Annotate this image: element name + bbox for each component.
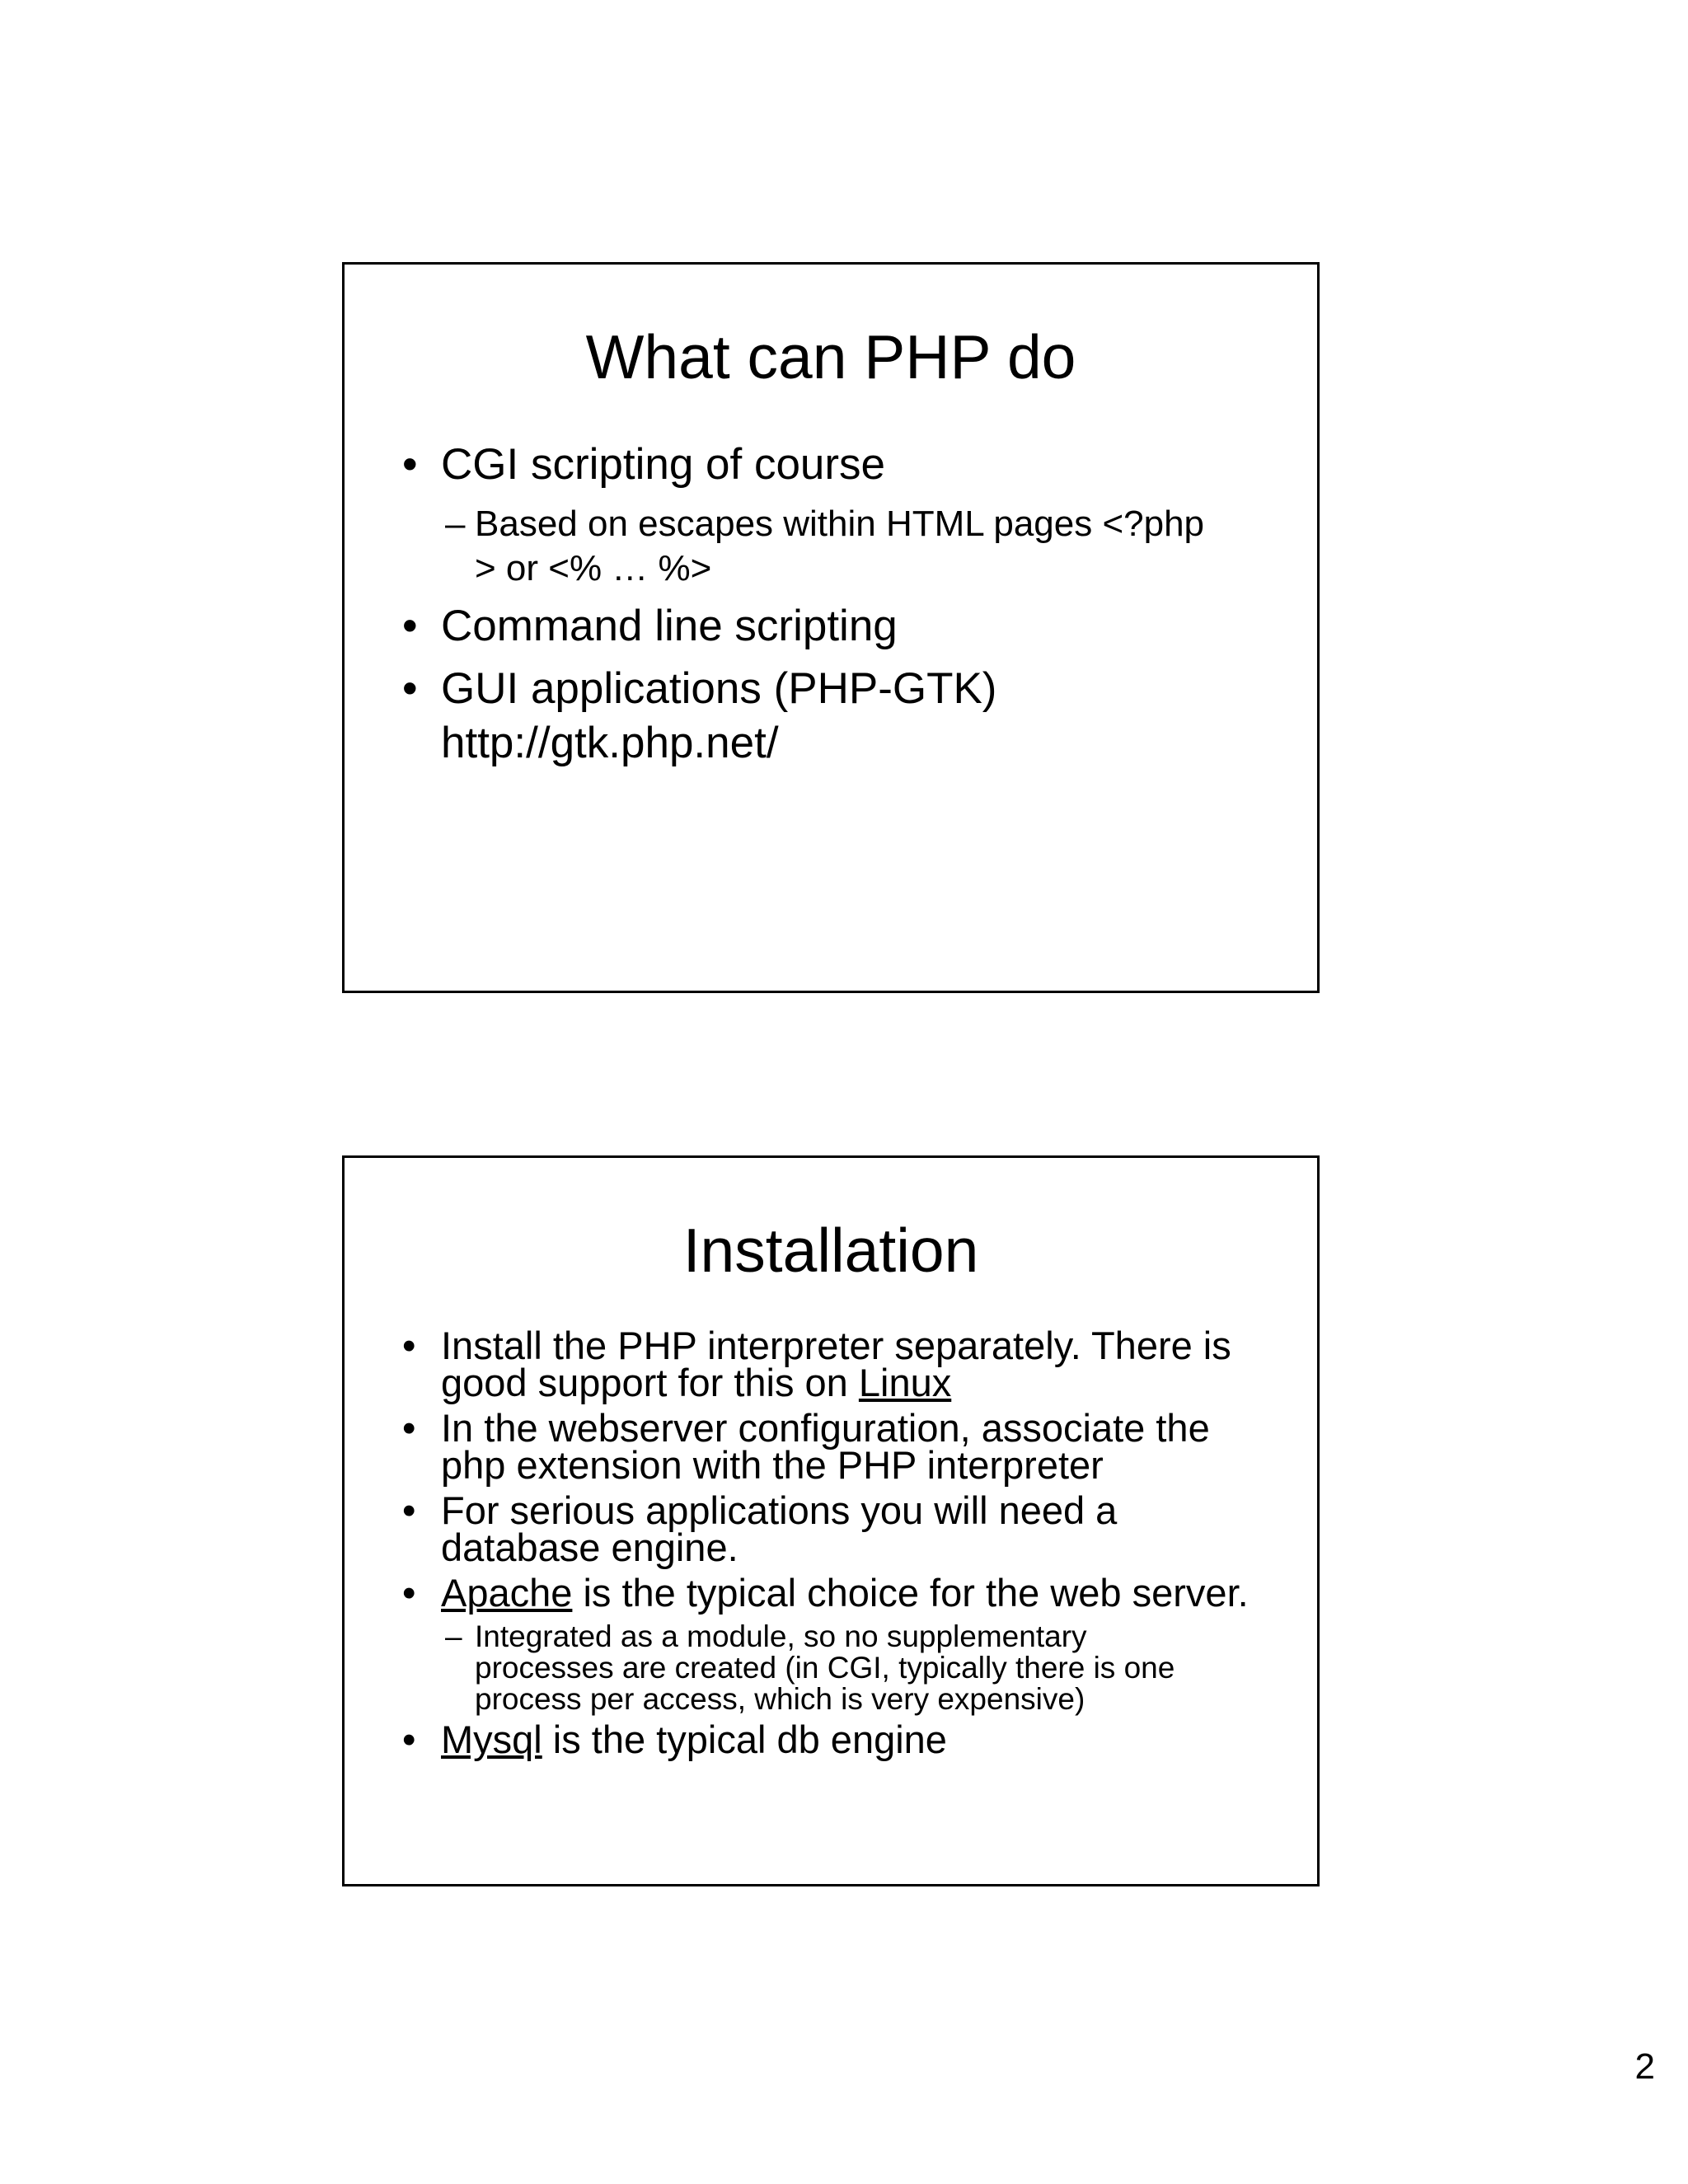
- bullet-item: [402, 1488, 1292, 1569]
- bullet-item: [402, 662, 1292, 771]
- bullet-text: Command line scripting: [441, 602, 898, 650]
- bullet-line: In the webserver configuration, associate the: [441, 1406, 1210, 1450]
- sub-bullet-line: Integrated as a module, so no supplementary: [475, 1619, 1087, 1653]
- bullet-item: [402, 1571, 1292, 1615]
- sub-bullet-line: > or <% … %>: [475, 548, 712, 588]
- bullet-text: CGI scripting of course: [441, 440, 886, 489]
- slide-title: What can PHP do: [585, 322, 1076, 391]
- bullet-item: [402, 1324, 1292, 1404]
- sub-bullet-line: process per access, which is very expensive): [475, 1682, 1085, 1716]
- sub-bullet-item: [445, 1621, 1292, 1715]
- bullet-marker: •: [402, 1324, 416, 1367]
- bullet-marker: •: [402, 602, 418, 650]
- bullet-marker: •: [402, 1488, 416, 1532]
- bullet-line: For serious applications you will need a: [441, 1488, 1118, 1532]
- bullet-text: is the typical choice for the web server.: [572, 1571, 1249, 1615]
- bullet-item: [402, 599, 1292, 654]
- bullet-text: good support for this on: [441, 1361, 859, 1404]
- slide-what-can-php-do: [342, 262, 1320, 993]
- bullet-text: is the typical db engine: [542, 1718, 947, 1761]
- bullet-marker: •: [402, 1406, 416, 1450]
- url-text: http://gtk.php.net/: [441, 719, 779, 767]
- bullet-marker: •: [402, 664, 418, 713]
- apache-link[interactable]: Apache: [441, 1571, 573, 1615]
- sub-bullet-line: Based on escapes within HTML pages <?php: [475, 504, 1205, 544]
- dash-marker: –: [445, 504, 466, 544]
- bullet-line: php extension with the PHP interpreter: [441, 1443, 1104, 1487]
- bullet-line: database engine.: [441, 1526, 738, 1569]
- bullet-line: [441, 1361, 1292, 1404]
- bullet-marker: •: [402, 1718, 416, 1761]
- mysql-link[interactable]: Mysql: [441, 1718, 542, 1761]
- sub-bullet-line: processes are created (in CGI, typically there is one: [475, 1651, 1175, 1685]
- bullet-marker: •: [402, 440, 418, 489]
- linux-link[interactable]: Linux: [858, 1361, 952, 1404]
- dash-marker: –: [445, 1619, 462, 1653]
- bullet-item: [402, 1718, 1292, 1761]
- bullet-marker: •: [402, 1571, 416, 1615]
- slide-installation: [342, 1155, 1320, 1886]
- bullet-line: Install the PHP interpreter separately. There is: [441, 1324, 1231, 1367]
- bullet-line: GUI applications (PHP-GTK): [441, 664, 997, 713]
- bullet-item: [402, 438, 1292, 492]
- bullet-item: [402, 1406, 1292, 1487]
- slide-title: Installation: [682, 1216, 979, 1285]
- page-number: 2: [1634, 2046, 1655, 2087]
- sub-bullet-item: [445, 502, 1292, 591]
